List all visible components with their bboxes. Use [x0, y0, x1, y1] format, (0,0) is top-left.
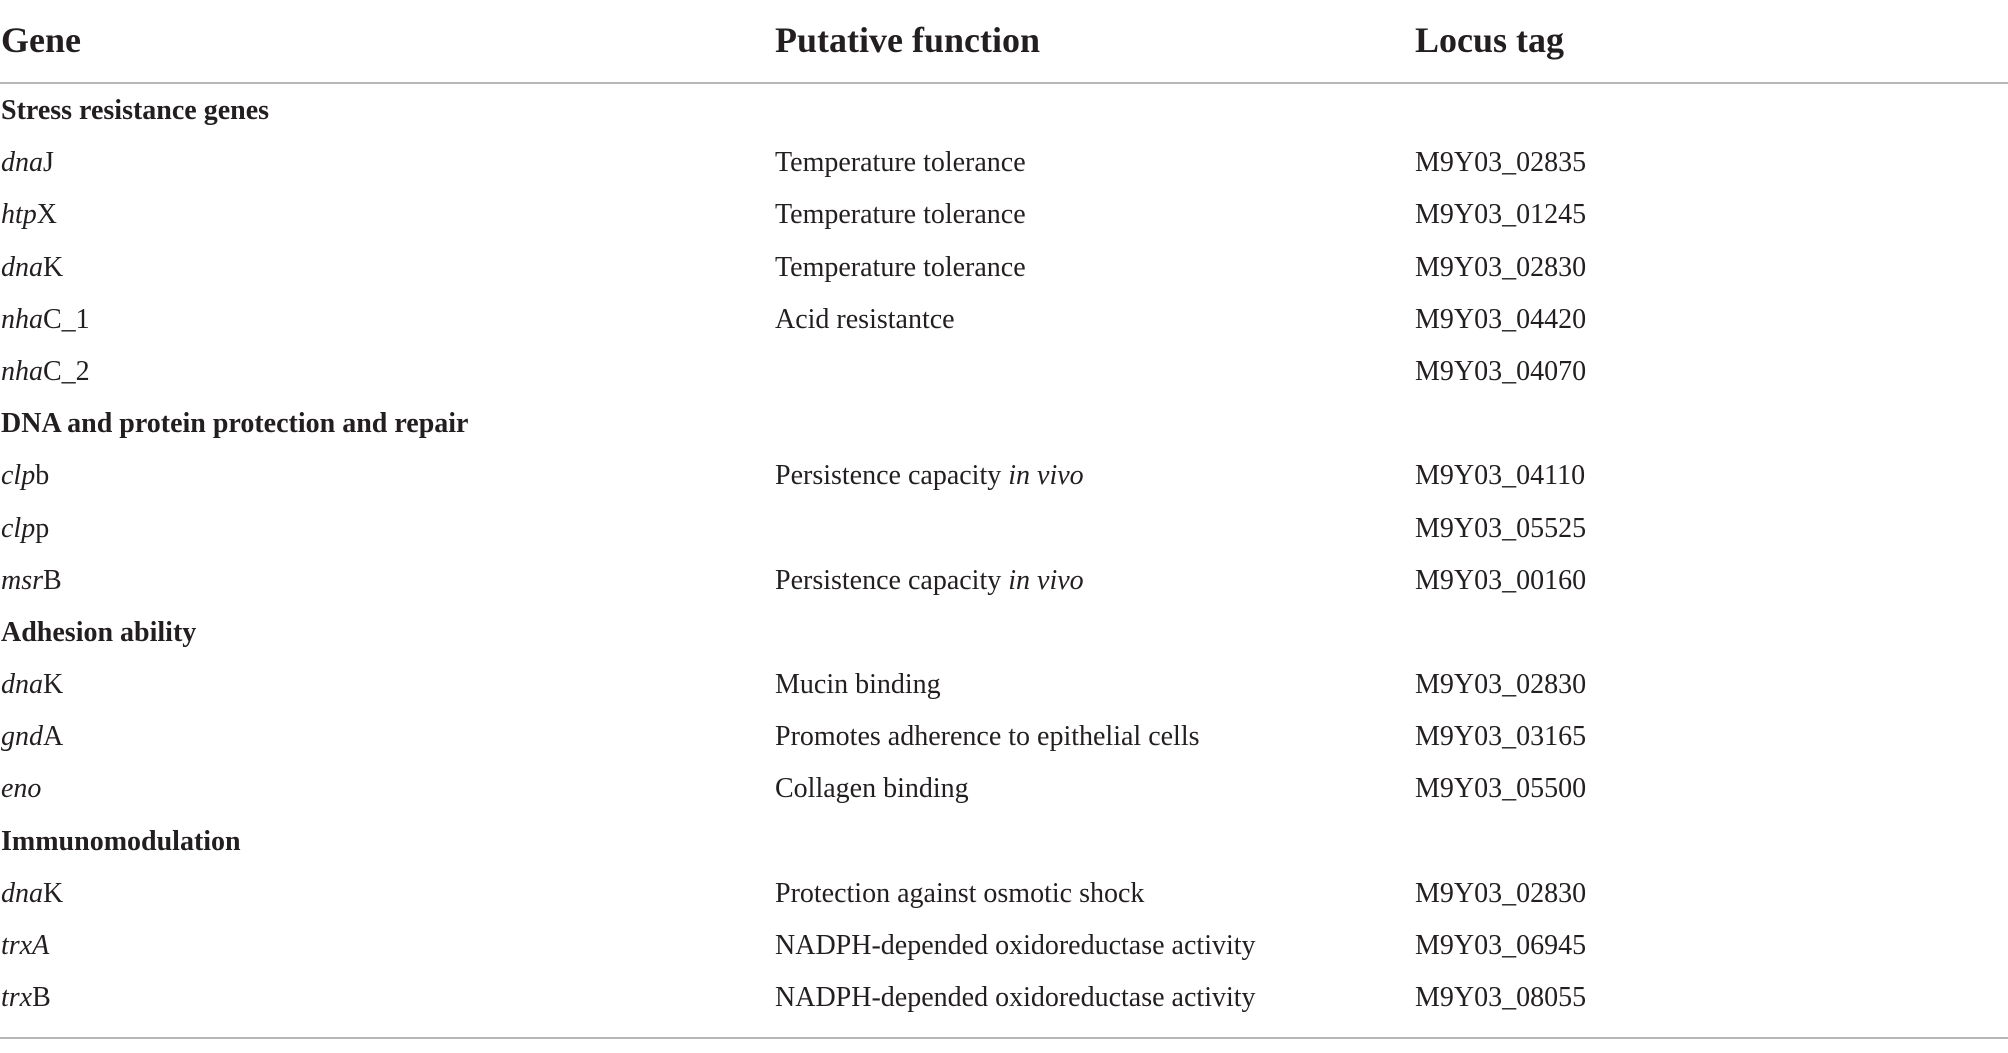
function-text: Acid resistantce	[775, 303, 955, 335]
section-header-row	[0, 84, 2008, 136]
function-cell	[775, 877, 1144, 911]
function-text: Protection against osmotic shock	[775, 877, 1145, 909]
locus-tag-cell: M9Y03_02830	[1415, 669, 1587, 701]
gene-plain-part: B	[32, 982, 51, 1014]
gene-italic-part: trx	[1, 982, 33, 1014]
gene-italic-part: trxA	[1, 930, 50, 961]
function-text: NADPH-depended oxidoreductase activity	[775, 930, 1256, 961]
gene-italic-part: htp	[1, 199, 37, 231]
table-bottom-rule	[0, 1037, 2008, 1039]
table-row	[0, 919, 2008, 971]
section-label: Immunomodulation	[1, 825, 241, 857]
function-cell	[775, 668, 941, 702]
gene-plain-part: X	[36, 199, 58, 231]
locus-tag-cell: M9Y03_02830	[1415, 877, 1587, 909]
gene-italic-part: dna	[1, 251, 43, 283]
function-cell	[775, 146, 1026, 180]
table-row	[0, 710, 2008, 762]
function-cell	[775, 564, 1084, 598]
gene-cell	[1, 929, 49, 963]
gene-plain-part: C_1	[43, 303, 90, 335]
table-row	[0, 971, 2008, 1023]
locus-tag-cell: M9Y03_05525	[1415, 512, 1587, 544]
gene-cell	[1, 981, 51, 1015]
gene-plain-part: A	[43, 721, 64, 753]
gene-plain-part: B	[43, 564, 62, 596]
gene-plain-part: J	[43, 147, 54, 179]
gene-italic-part: nha	[1, 355, 43, 387]
function-cell	[775, 459, 1084, 493]
table-row	[0, 136, 2008, 188]
gene-cell	[1, 303, 90, 337]
function-text: Promotes adherence to epithelial cells	[775, 721, 1200, 753]
table-row	[0, 502, 2008, 554]
section-label: Stress resistance genes	[1, 95, 270, 126]
gene-italic-part: gnd	[1, 721, 43, 753]
function-text: Temperature tolerance	[775, 147, 1026, 179]
gene-cell	[1, 459, 49, 493]
function-cell	[775, 251, 1026, 285]
function-cell	[775, 720, 1200, 754]
gene-italic-part: nha	[1, 303, 43, 335]
locus-tag-cell: M9Y03_08055	[1415, 982, 1587, 1014]
table-row	[0, 658, 2008, 710]
function-cell	[775, 303, 955, 337]
section-header-row	[0, 397, 2008, 449]
gene-cell	[1, 772, 41, 806]
function-italic-text: in vivo	[1008, 564, 1084, 596]
function-cell	[775, 772, 969, 806]
section-header-row	[0, 606, 2008, 658]
gene-plain-part: K	[43, 251, 64, 283]
header-locus-tag: Locus tag	[1415, 20, 1565, 60]
gene-cell	[1, 877, 63, 911]
locus-tag-cell: M9Y03_04070	[1415, 355, 1587, 387]
table-row	[0, 241, 2008, 293]
table-row	[0, 867, 2008, 919]
table-row	[0, 293, 2008, 345]
gene-plain-part: b	[35, 460, 50, 492]
gene-plain-part: C_2	[43, 355, 90, 387]
table-row	[0, 188, 2008, 240]
table-row	[0, 345, 2008, 397]
function-cell	[775, 198, 1026, 232]
gene-italic-part: dna	[1, 877, 43, 909]
section-label: Adhesion ability	[1, 616, 197, 648]
header-gene: Gene	[1, 20, 81, 60]
locus-tag-cell: M9Y03_04110	[1415, 460, 1586, 492]
locus-tag-cell: M9Y03_04420	[1415, 303, 1587, 335]
locus-tag-cell: M9Y03_06945	[1415, 930, 1587, 961]
table-header-row	[0, 0, 2008, 84]
table-row	[0, 449, 2008, 501]
gene-cell	[1, 355, 90, 389]
gene-cell	[1, 668, 63, 702]
gene-plain-part: K	[43, 669, 64, 701]
gene-italic-part: clp	[1, 460, 36, 492]
function-text: Temperature tolerance	[775, 199, 1026, 231]
gene-italic-part: clp	[1, 512, 36, 544]
gene-italic-part: dna	[1, 147, 43, 179]
gene-cell	[1, 146, 54, 180]
function-text: Persistence capacity	[775, 460, 1009, 492]
locus-tag-cell: M9Y03_00160	[1415, 564, 1587, 596]
function-cell	[775, 981, 1256, 1015]
gene-cell	[1, 198, 57, 232]
function-text: Collagen binding	[775, 773, 969, 805]
gene-italic-part: dna	[1, 669, 43, 701]
function-text: Mucin binding	[775, 669, 941, 701]
locus-tag-cell: M9Y03_02835	[1415, 147, 1587, 179]
function-text: Temperature tolerance	[775, 251, 1026, 283]
function-text: Persistence capacity	[775, 564, 1009, 596]
gene-cell	[1, 720, 63, 754]
gene-italic-part: msr	[1, 564, 44, 596]
function-text: NADPH-depended oxidoreductase activity	[775, 982, 1256, 1014]
locus-tag-cell: M9Y03_01245	[1415, 199, 1587, 231]
table-row	[0, 762, 2008, 814]
gene-cell	[1, 512, 49, 546]
locus-tag-cell: M9Y03_02830	[1415, 251, 1587, 283]
header-putative-function: Putative function	[775, 20, 1040, 60]
table-body	[0, 84, 2008, 1023]
locus-tag-cell: M9Y03_05500	[1415, 773, 1587, 805]
table-row	[0, 554, 2008, 606]
gene-italic-part: eno	[1, 773, 42, 805]
function-italic-text: in vivo	[1008, 460, 1084, 492]
locus-tag-cell: M9Y03_03165	[1415, 721, 1587, 753]
function-cell	[775, 929, 1256, 963]
gene-plain-part: p	[35, 512, 50, 544]
gene-plain-part: K	[43, 877, 64, 909]
section-label: DNA and protein protection and repair	[1, 408, 469, 440]
gene-cell	[1, 251, 63, 285]
gene-cell	[1, 564, 62, 598]
section-header-row	[0, 815, 2008, 867]
